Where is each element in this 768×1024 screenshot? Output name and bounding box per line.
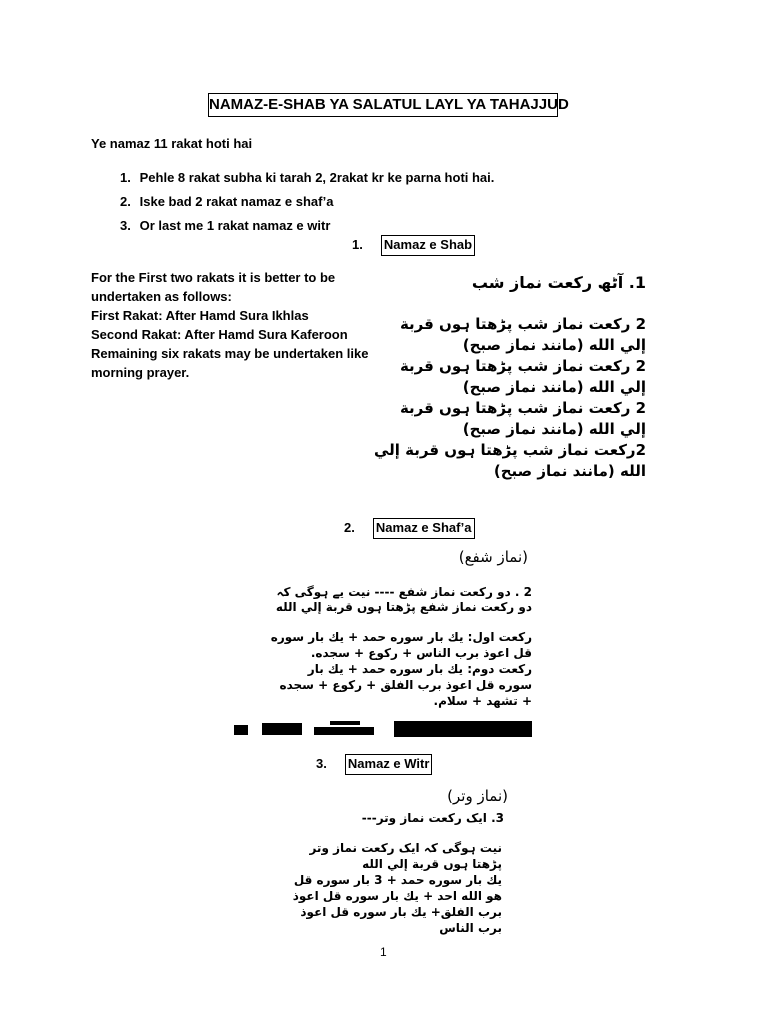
- section-number: 1.: [352, 237, 363, 252]
- urdu-line: 2رکعت نماز شب پڑھتا ہوں قربة إلي: [373, 441, 646, 459]
- urdu-shafa-body: [271, 629, 532, 709]
- section-heading-witr: [316, 754, 432, 775]
- list-item: [120, 170, 494, 194]
- urdu-line: رکعت دوم: یك بار سوره حمد + یك بار: [307, 662, 532, 676]
- urdu-shafa-intent: [276, 585, 532, 615]
- intro-text: Ye namaz 11 rakat hoti hai: [91, 136, 253, 151]
- shab-instructions: [91, 268, 391, 382]
- paragraph-line: For the First two rakats it is better to be: [91, 270, 336, 285]
- section-heading-shab: [352, 235, 475, 256]
- paragraph-line: First Rakat: After Hamd Sura Ikhlas: [91, 308, 309, 323]
- urdu-line: 2 رکعت نماز شب پڑھتا ہوں قربة: [399, 315, 646, 333]
- urdu-line: + تشهد + سلام.: [433, 694, 532, 708]
- urdu-shafa-heading: (نماز شفع): [458, 548, 528, 566]
- section-heading-shafa: [344, 518, 475, 539]
- urdu-line: یك بار سوره حمد + 3 بار سوره قل: [293, 873, 502, 887]
- urdu-line: إلي الله (مانند نماز صبح): [462, 336, 646, 354]
- scanned-artifact: [234, 721, 532, 739]
- urdu-witr-body: [293, 840, 502, 936]
- urdu-shab-heading: [472, 272, 646, 310]
- list-number: 3.: [120, 218, 131, 233]
- urdu-line: 1. آٹھ رکعت نماز شب: [471, 273, 646, 292]
- list-text: Pehle 8 rakat subha ki tarah 2, 2rakat kr ke parna hoti hai.: [139, 170, 495, 185]
- urdu-line: 2 رکعت نماز شب پڑھتا ہوں قربة: [399, 399, 646, 417]
- urdu-line: إلي الله (مانند نماز صبح): [462, 378, 646, 396]
- paragraph-line: undertaken as follows:: [91, 289, 232, 304]
- paragraph-line: Second Rakat: After Hamd Sura Kaferoon: [91, 327, 348, 342]
- document-title: NAMAZ-E-SHAB YA SALATUL LAYL YA TAHAJJUD: [208, 93, 558, 117]
- urdu-line: هو الله احد + یك بار سوره قل اعوذ: [292, 889, 502, 903]
- urdu-line: الله (مانند نماز صبح): [493, 462, 646, 480]
- list-item: [120, 194, 494, 218]
- urdu-line: برب الناس: [439, 921, 502, 935]
- list-number: 2.: [120, 194, 131, 209]
- section-title: Namaz e Witr: [345, 754, 433, 775]
- urdu-line: دو رکعت نماز شفع پڑھتا ہوں قربة إلي الله: [275, 600, 532, 614]
- urdu-line: سوره قل اعوذ برب الفلق + رکوع + سجده: [279, 678, 532, 692]
- paragraph-line: morning prayer.: [91, 365, 190, 380]
- urdu-line: 2 . دو رکعت نماز شفع ---- نیت یے ہوگی کہ: [276, 585, 532, 599]
- urdu-line: برب الفلق+ یك بار سوره قل اعوذ: [300, 905, 502, 919]
- paragraph-line: Remaining six rakats may be undertaken like: [91, 346, 369, 361]
- urdu-line: نیت ہوگی کہ ایک رکعت نماز وتر: [309, 841, 502, 855]
- section-title: Namaz e Shaf’a: [373, 518, 475, 539]
- page-number: 1: [380, 945, 387, 959]
- urdu-line: إلي الله (مانند نماز صبح): [462, 420, 646, 438]
- urdu-line: پڑھتا ہوں قربة إلي الله: [362, 857, 502, 871]
- section-number: 2.: [344, 520, 355, 535]
- list-number: 1.: [120, 170, 131, 185]
- urdu-witr-heading: (نماز وتر): [447, 787, 508, 805]
- urdu-witr-subheading: 3. ایک رکعت نماز وتر---: [361, 811, 504, 825]
- urdu-line: 2 رکعت نماز شب پڑھتا ہوں قربة: [399, 357, 646, 375]
- list-text: Or last me 1 rakat namaz e witr: [139, 218, 331, 233]
- list-text: Iske bad 2 rakat namaz e shaf’a: [139, 194, 334, 209]
- urdu-line: رکعت اول: یك بار سوره حمد + یك بار سوره: [270, 630, 532, 644]
- rakat-list: [120, 170, 494, 242]
- urdu-shab-text: [374, 314, 646, 482]
- section-number: 3.: [316, 756, 327, 771]
- urdu-line: قل اعوذ برب الناس + رکوع + سجده.: [310, 646, 532, 660]
- section-title: Namaz e Shab: [381, 235, 475, 256]
